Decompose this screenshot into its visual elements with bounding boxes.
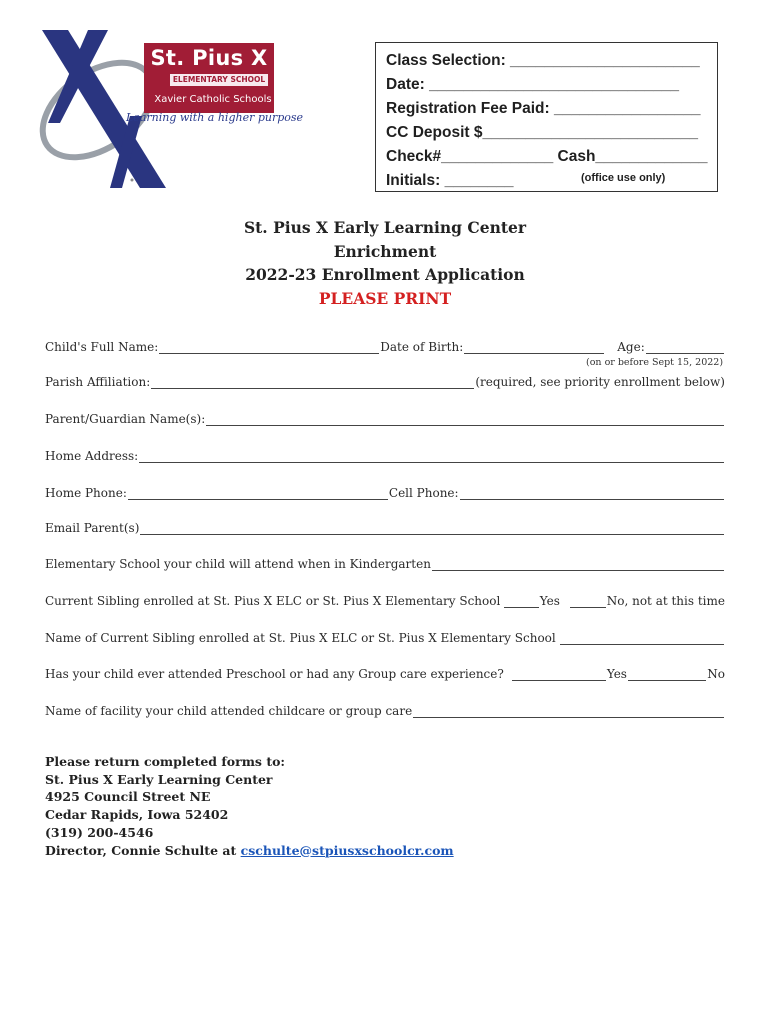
email-row — [45, 521, 725, 535]
document-title — [0, 216, 770, 310]
sibling-yes-input[interactable] — [504, 595, 538, 608]
child-name-input[interactable] — [159, 341, 379, 354]
elementary-label: Elementary School your child will attend when in Kindergarten — [45, 557, 431, 571]
title-please-print: PLEASE PRINT — [318, 288, 452, 308]
logo-system-name: Xavier Catholic Schools — [154, 94, 272, 105]
sibling-label: Current Sibling enrolled at St. Pius X ELC or St. Pius X Elementary School — [45, 594, 501, 608]
sibling-no-label: No, not at this time — [606, 594, 725, 608]
return-director-line — [45, 842, 454, 860]
phone-row — [45, 486, 725, 500]
address-input[interactable] — [139, 450, 724, 463]
director-label: Director, Connie Schulte at — [45, 842, 237, 858]
sibling-yes-label: Yes — [539, 594, 560, 608]
return-heading: Please return completed forms to: — [45, 754, 286, 769]
date-field[interactable]: Date: _____________________________ — [386, 76, 680, 93]
return-instructions — [45, 753, 454, 859]
address-row — [45, 449, 725, 463]
age-label: Age: — [617, 340, 645, 354]
sibling-no-input[interactable] — [570, 595, 606, 608]
preschool-yes-label: Yes — [606, 667, 627, 681]
address-label: Home Address: — [45, 449, 139, 463]
sibling-name-row — [45, 631, 725, 645]
director-email-link[interactable]: cschulte@stpiusxschoolcr.com — [240, 842, 454, 858]
initials-field[interactable]: Initials: ________ — [386, 172, 514, 189]
elementary-row — [45, 557, 725, 571]
class-selection-field[interactable]: Class Selection: ______________________ — [386, 52, 700, 69]
email-input[interactable] — [140, 522, 724, 535]
home-phone-input[interactable] — [128, 487, 388, 500]
check-cash-field[interactable]: Check#_____________ Cash_____________ — [386, 148, 708, 165]
preschool-no-label: No — [707, 667, 725, 681]
parent-input[interactable] — [206, 413, 724, 426]
return-org: St. Pius X Early Learning Center — [45, 771, 273, 787]
cell-phone-input[interactable] — [460, 487, 724, 500]
logo-school-name: St. Pius X — [150, 46, 268, 70]
parent-label: Parent/Guardian Name(s): — [45, 412, 206, 426]
logo-elementary-label: ELEMENTARY SCHOOL — [170, 74, 268, 86]
title-program: Enrichment — [333, 241, 437, 261]
facility-label: Name of facility your child attended childcare or group care — [45, 704, 413, 718]
cell-phone-label: Cell Phone: — [388, 486, 459, 500]
age-cutoff-note: (on or before Sept 15, 2022) — [586, 357, 724, 368]
return-city: Cedar Rapids, Iowa 52402 — [45, 807, 229, 823]
title-center: St. Pius X Early Learning Center — [243, 218, 527, 237]
child-name-row — [45, 340, 725, 354]
sibling-row — [45, 594, 725, 608]
school-logo — [28, 28, 304, 193]
facility-input[interactable] — [413, 705, 724, 718]
sibling-name-label: Name of Current Sibling enrolled at St. Pius X ELC or St. Pius X Elementary School — [45, 631, 556, 645]
elementary-input[interactable] — [432, 558, 724, 571]
preschool-row — [45, 667, 725, 681]
parent-row — [45, 412, 725, 426]
cc-deposit-field[interactable]: CC Deposit $_________________________ — [386, 124, 698, 141]
child-name-label: Child's Full Name: — [45, 340, 159, 354]
parish-input[interactable] — [151, 376, 474, 389]
age-input[interactable] — [646, 341, 724, 354]
preschool-label: Has your child ever attended Preschool or had any Group care experience? — [45, 667, 504, 681]
logo-banner — [144, 43, 274, 113]
office-use-note: (office use only) — [581, 172, 666, 184]
preschool-yes-input[interactable] — [512, 668, 606, 681]
parish-label: Parish Affiliation: — [45, 375, 151, 389]
return-street: 4925 Council Street NE — [45, 789, 211, 805]
home-phone-label: Home Phone: — [45, 486, 127, 500]
facility-row — [45, 704, 725, 718]
title-application: 2022-23 Enrollment Application — [245, 265, 525, 284]
office-use-box — [375, 42, 718, 192]
dob-label: Date of Birth: — [380, 340, 464, 354]
registration-fee-field[interactable]: Registration Fee Paid: _________________ — [386, 100, 701, 117]
logo-tagline: Learning with a higher purpose — [126, 111, 304, 124]
preschool-no-input[interactable] — [628, 668, 706, 681]
parish-note: (required, see priority enrollment below) — [475, 375, 725, 389]
dob-input[interactable] — [464, 341, 604, 354]
parish-row — [45, 375, 725, 389]
return-phone: (319) 200-4546 — [45, 824, 154, 840]
sibling-name-input[interactable] — [560, 632, 724, 645]
email-label: Email Parent(s) — [45, 521, 140, 535]
